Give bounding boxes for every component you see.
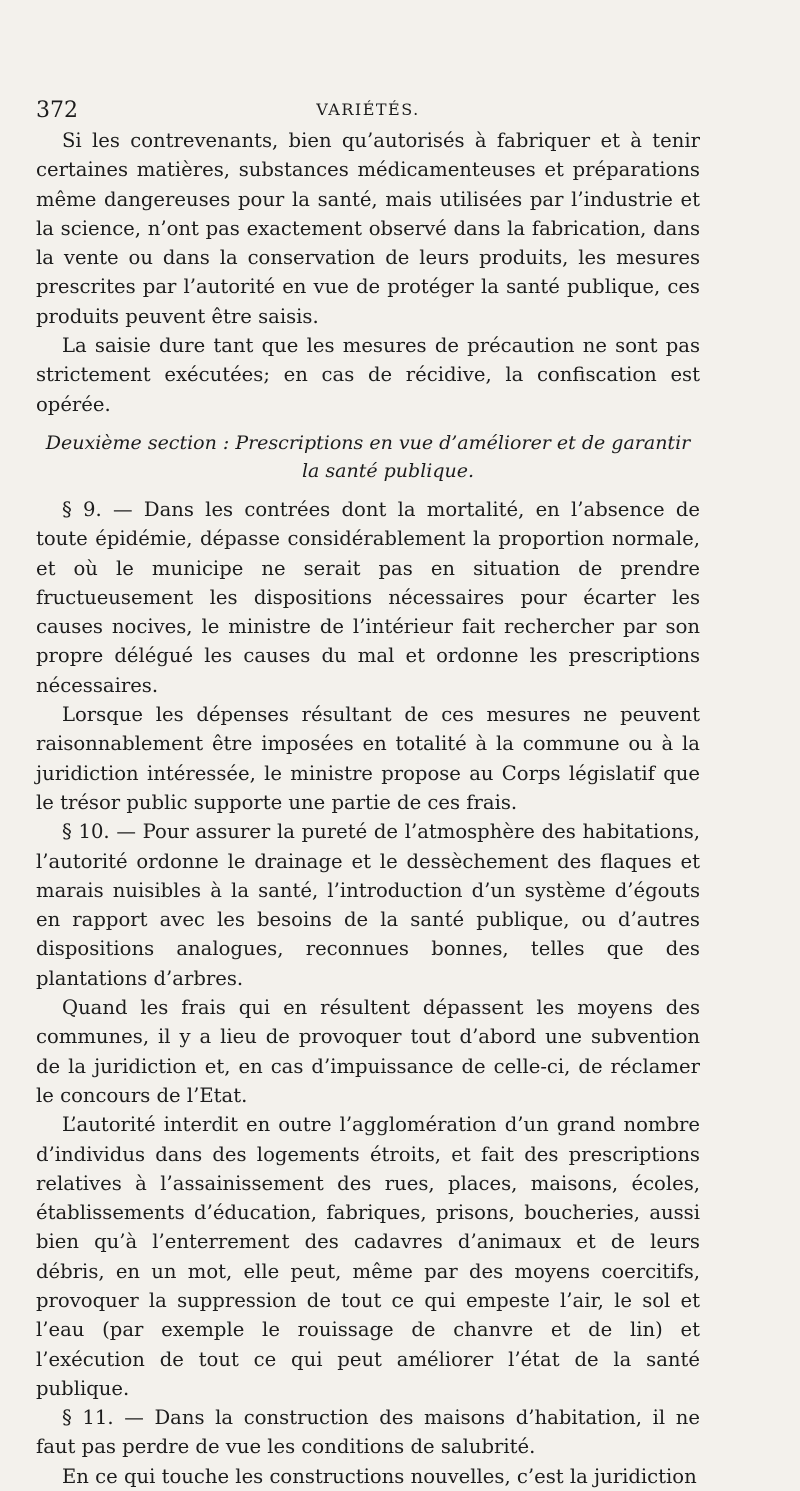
book-page [36, 92, 700, 1491]
running-head: VARIÉTÉS. [316, 100, 420, 119]
paragraph: Si les contrevenants, bien qu’autorisés à fabriquer et à tenir certaines matières, substances médicamenteuses et préparations même dangereuses pour la santé, mais utilisées par l’industrie et la science, n’ont pas exactement observé dans la fabrication, dans la vente ou dans la conservation de leurs produits, les mesures prescrites par l’autorité en vue de protéger la santé publique, ces produits peuvent être saisis. [36, 129, 700, 328]
paragraph: Lorsque les dépenses résultant de ces mesures ne peuvent raisonnablement être imposées en totalité à la commune ou à la juridiction intéressée, le ministre propose au Corps législatif que le trésor public supporte une partie de ces frais. [36, 703, 700, 814]
paragraph: § 10. — Pour assurer la pureté de l’atmosphère des habitations, l’autorité ordonne le drainage et le dessèchement des flaques et marais nuisibles à la santé, l’introduction d’un système d’égouts en rapport avec les besoins de la santé publique, ou d’autres dispositions analogues, reconnues bonnes, telles que des plantations d’arbres. [36, 820, 700, 990]
page-number: 372 [36, 98, 78, 123]
paragraph: § 11. — Dans la construction des maisons d’habitation, il ne faut pas perdre de vue les conditions de salubrité. [36, 1406, 700, 1459]
paragraph: § 9. — Dans les contrées dont la mortalité, en l’absence de toute épidémie, dépasse considérablement la proportion normale, et où le municipe ne serait pas en situation de prendre fructueusement les dispositions nécessaires pour écarter les causes nocives, le ministre de l’intérieur fait rechercher par son propre délégué les causes du mal et ordonne les prescriptions nécessaires. [36, 497, 700, 697]
paragraph: L’autorité interdit en outre l’agglomération d’un grand nombre d’individus dans des logements étroits, et fait des prescriptions relatives à l’assainissement des rues, places, maisons, écoles, établissements d’éducation, fabriques, prisons, boucheries, aussi bien qu’à l’enterrement des cadavres d’animaux et de leurs débris, en un mot, elle peut, même par des moyens coercitifs, provoquer la suppression de tout ce qui empeste l’air, le sol et l’eau (par exemple le rouissage de chanvre et de lin) et l’exécution de tout ce qui peut améliorer l’état de la santé publique. [36, 1113, 700, 1400]
section-heading [36, 429, 700, 485]
page-header [36, 92, 700, 126]
section-heading-line-2: la santé publique. [301, 459, 475, 482]
paragraph: En ce qui touche les constructions nouvelles, c’est la juridiction [62, 1464, 697, 1488]
paragraph: Quand les frais qui en résultent dépassent les moyens des communes, il y a lieu de provoquer tout d’abord une subvention de la juridiction et, en cas d’impuissance de celle-ci, de réclamer le concours de l’Etat. [36, 996, 700, 1107]
paragraph: La saisie dure tant que les mesures de précaution ne sont pas strictement exécutées; en cas de récidive, la confiscation est opérée. [36, 334, 700, 416]
section-heading-line-1: Deuxième section : Prescriptions en vue d’améliorer et de garantir [45, 431, 691, 454]
page-body [36, 126, 700, 1491]
